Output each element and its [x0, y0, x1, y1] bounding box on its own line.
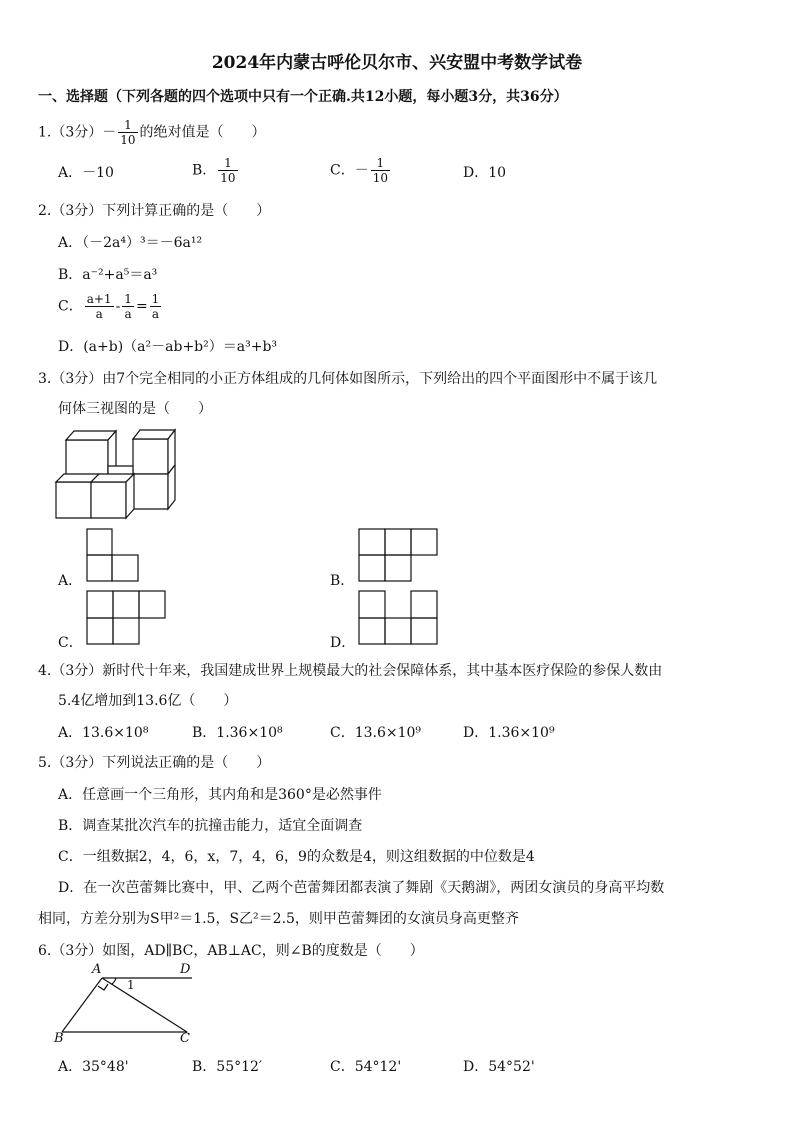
q6-option-a: A．35°48' [58, 1059, 129, 1075]
q1-option-a: A．－10 [58, 165, 114, 181]
q6-label-c: C [180, 1031, 190, 1046]
q3-option-a-label: A． [58, 573, 83, 589]
q6-option-b: B．55°12′ [192, 1059, 263, 1075]
q1-c-den: 10 [372, 171, 388, 185]
question-1 [38, 118, 266, 147]
q3-option-c-figure [86, 590, 168, 646]
q3-option-a-figure [86, 528, 141, 583]
q1-option-d: D．10 [463, 165, 507, 181]
q3-solid-figure [50, 425, 185, 525]
question-4-line1: 4.（3分）新时代十年来，我国建成世界上规模最大的社会保障体系，其中基本医疗保险的参保人数由 [38, 663, 663, 679]
q1-b-den: 10 [220, 171, 236, 185]
q6-label-d: D [180, 962, 191, 977]
question-5: 5.（3分）下列说法正确的是（ ） [38, 755, 271, 771]
question-4-line2: 5.4亿增加到13.6亿（ ） [58, 693, 238, 709]
q2-c-f1d: a [95, 307, 103, 321]
q1-stem-prefix: 1.（3分）－ [38, 124, 117, 141]
q1-b-label: B． [192, 162, 217, 179]
q3-option-d-label: D． [330, 635, 356, 651]
q5-option-b: B．调查某批次汽车的抗撞击能力，适宜全面调查 [58, 818, 363, 834]
section-heading: 一、选择题（下列各题的四个选项中只有一个正确.共12小题，每小题3分，共36分） [38, 89, 568, 105]
q2-option-c: C． $\frac{a+1}{a}$ - $\frac{1}{a}$ = $\frac{1}{a}$ [58, 292, 160, 321]
q2-option-d: D．(a+b)（a²－ab+b²）＝a³+b³ [58, 339, 278, 355]
q5-option-a: A．任意画一个三角形，其内角和是360°是必然事件 [58, 787, 382, 803]
q3-option-d-figure [358, 590, 440, 646]
q2-c-f2n: 1 [124, 292, 132, 306]
q1-frac-den: 10 [120, 133, 136, 147]
q6-label-b: B [54, 1031, 64, 1046]
q1-fraction [118, 118, 137, 147]
q4-option-c: C．13.6×10⁹ [330, 725, 422, 741]
q1-frac-num: 1 [118, 118, 137, 133]
q6-option-c: C．54°12' [330, 1059, 402, 1075]
q5-option-d-line1: D．在一次芭蕾舞比赛中，甲、乙两个芭蕾舞团都表演了舞剧《天鹅湖》，两团女演员的身高平均数 [58, 880, 665, 896]
q4-option-b: B．1.36×10⁸ [192, 725, 283, 741]
q2-c-f2d: a [124, 307, 132, 321]
q6-angle-1-label: 1 [127, 978, 135, 992]
q4-option-d: D．1.36×10⁹ [463, 725, 555, 741]
q4-option-a: A．13.6×10⁸ [58, 725, 149, 741]
q3-option-c-label: C． [58, 635, 83, 651]
q1-b-num: 1 [218, 156, 237, 171]
question-3-line2: 何体三视图的是（ ） [58, 401, 212, 417]
q5-option-c: C．一组数据2，4，6，x，7，4，6，9的众数是4，则这组数据的中位数是4 [58, 849, 535, 865]
q2-c-f3n: 1 [151, 292, 160, 306]
q3-option-b-figure [358, 528, 440, 583]
q1-c-num: 1 [371, 156, 390, 171]
q1-option-c [330, 156, 392, 185]
q1-c-label: C．－ [330, 162, 369, 179]
q2-c-f3d: a [151, 307, 160, 321]
q6-label-a: A [92, 962, 102, 977]
q2-c-f1n: a+1 [86, 292, 112, 306]
q2-option-a: A．（－2a⁴）³＝－6a¹² [58, 235, 203, 251]
q1-option-b [192, 156, 240, 185]
q2-option-b: B．a⁻²+a⁵＝a³ [58, 267, 158, 283]
q3-option-b-label: B． [330, 573, 355, 589]
q1-stem-suffix: 的绝对值是（ ） [139, 124, 266, 141]
q2-c-label: C． [58, 298, 83, 315]
question-6: 6.（3分）如图，AD∥BC，AB⊥AC，则∠B的度数是（ ） [38, 943, 424, 959]
question-2: 2.（3分）下列计算正确的是（ ） [38, 203, 271, 219]
q6-option-d: D．54°52' [463, 1059, 535, 1075]
page-title: 2024年内蒙古呼伦贝尔市、兴安盟中考数学试卷 [211, 53, 583, 73]
q5-option-d-line2: 相同，方差分别为S甲²＝1.5，S乙²＝2.5，则甲芭蕾舞团的女演员身高更整齐 [38, 911, 519, 927]
question-3-line1: 3.（3分）由7个完全相同的小正方体组成的几何体如图所示，下列给出的四个平面图形中不属于该几 [38, 371, 658, 387]
